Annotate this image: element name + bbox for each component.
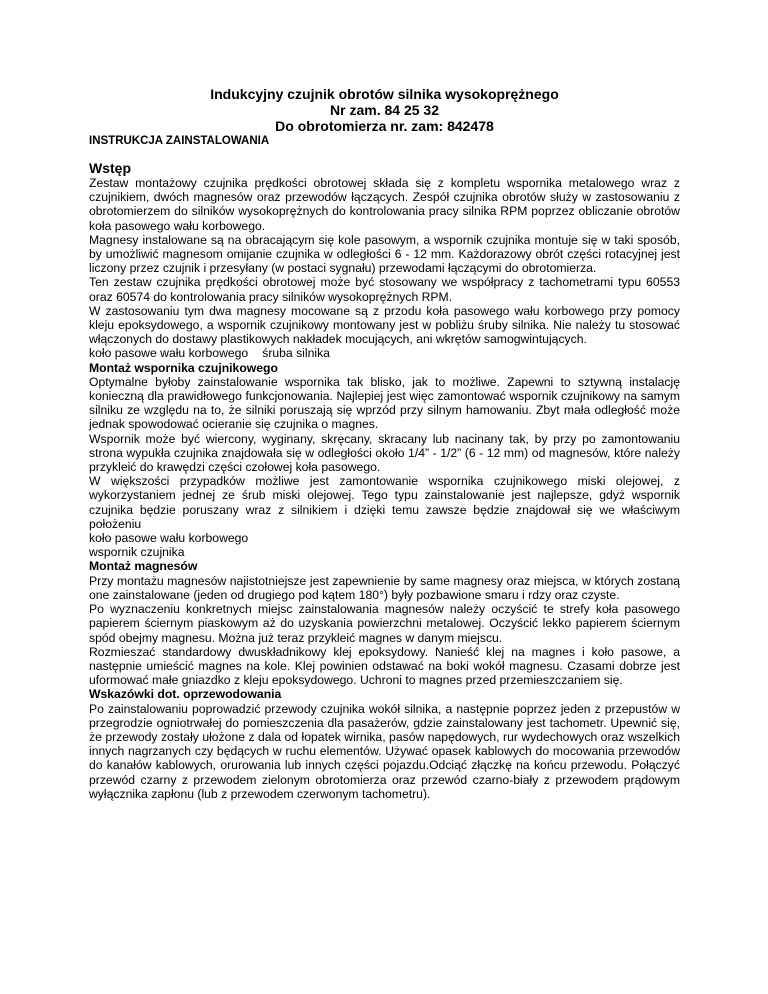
document-subtitle: INSTRUKCJA ZAINSTALOWANIA: [89, 135, 270, 147]
magnets-paragraph-1: Przy montażu magnesów najistotniejsze jest zapewnienie by same magnesy oraz miejsca, w których zostaną one zainstalowane (jeden od drugiego pod kątem 180°) były pozbawione smaru i rdzy oraz czyste.: [89, 573, 680, 602]
wiring-heading: Wskazówki dot. oprzewodowania: [89, 687, 282, 702]
document-title-line-3: Do obrotomierza nr. zam: 842478: [275, 118, 494, 134]
intro-figure-caption: [89, 346, 680, 360]
bracket-paragraph-3: W większości przypadków możliwe jest zamontowanie wspornika czujnikowego miski olejowej, z wykorzystaniem jednej ze śrub miski olejowej. Tego typu zainstalowanie jest najlepsze, gdyż wspornik czujnika będzie poruszany wraz z silnikiem i dzięki temu zawsze będzie znajdował się we właściwym położeniu: [89, 474, 680, 531]
bracket-paragraph-2: Wspornik może być wiercony, wyginany, skręcany, skracany lub nacinany tak, by przy po zamontowaniu strona wypukła czujnika znajdowała się w odległości około 1/4” - 1/2” (6 - 12 mm) od magnesów, które należy przykleić do krawędzi części czołowej koła pasowego.: [89, 431, 680, 475]
caption-engine-bolt: śruba silnika: [262, 346, 330, 361]
bracket-caption-pulley: koło pasowe wału korbowego: [89, 531, 249, 546]
magnets-heading: Montaż magnesów: [89, 559, 198, 574]
caption-crankshaft-pulley: koło pasowe wału korbowego: [89, 346, 249, 361]
wiring-paragraph-1: Po zainstalowaniu poprowadzić przewody czujnika wokół silnika, a następnie poprzez jeden z przepustów w przegrodzie ogniotrwałej do pomieszczenia dla pasażerów, gdzie zainstalowany jest tachometr. Upewnić się, że przewody zostały ułożone z dala od łopatek wirnika, pasów napędowych, rur wydechowych oraz wszelkich innych nagrzanych czy będących w ruchu elementów. Używać opasek kablowych do mocowania przewodów do kanałów kablowych, orurowania lub innych części pojazdu.Odciąć złączkę na końcu przewodu. Połączyć przewód czarny z przewodem zielonym obrotomierza oraz przewód czarno-biały z przewodem prądowym wyłącznika zapłonu (lub z przewodem czerwonym tachometru).: [89, 701, 680, 801]
intro-heading: Wstęp: [89, 160, 131, 176]
intro-paragraph-3: Ten zestaw czujnika prędkości obrotowej może być stosowany we współpracy z tachometrami typu 60553 oraz 60574 do kontrolowania pracy silników wysokoprężnych RPM.: [89, 275, 680, 304]
magnets-paragraph-3: Rozmieszać standardowy dwuskładnikowy klej epoksydowy. Nanieść klej na magnes i koło pasowe, a następnie umieścić magnes na kole. Klej powinien odstawać na boki wokół magnesu. Czasami dobrze jest uformować małe gniazdko z kleju epoksydowego. Uchroni to magnes przed przemieszczaniem się.: [89, 644, 680, 688]
bracket-heading: Montaż wspornika czujnikowego: [89, 360, 278, 375]
intro-paragraph-4: W zastosowaniu tym dwa magnesy mocowane są z przodu koła pasowego wału korbowego przy pomocy kleju epoksydowego, a wspornik czujnikowy montowany jest w pobliżu śruby silnika. Nie należy tu stosować włączonych do dostawy plastikowych nakładek mocujących, ani wkrętów samogwintujących.: [89, 303, 680, 347]
bracket-caption-sensor-bracket: wspornik czujnika: [89, 545, 185, 560]
document-page: [89, 86, 680, 801]
intro-paragraph-1: Zestaw montażowy czujnika prędkości obrotowej składa się z kompletu wspornika metalowego wraz z czujnikiem, dwóch magnesów oraz przewodów łączących. Zespół czujnika obrotów służy w zastosowaniu z obrotomierzem do silników wysokoprężnych do kontrolowania pracy silnika RPM poprzez obliczanie obrotów koła pasowego wału korbowego.: [89, 176, 680, 233]
magnets-paragraph-2: Po wyznaczeniu konkretnych miejsc zainstalowania magnesów należy oczyścić te strefy koła pasowego papierem ściernym piaskowym aż do uzyskania powierzchni metalowej. Oczyścić lekko papierem ściernym spód obejmy magnesu. Można już teraz przykleić magnes w danym miejscu.: [89, 602, 680, 645]
intro-paragraph-2: Magnesy instalowane są na obracającym się kole pasowym, a wspornik czujnika montuje się w taki sposób, by umożliwić magnesom omijanie czujnika w odległości 6 - 12 mm. Każdorazowy obrót części rotacyjnej jest liczony przez czujnik i przesyłany (w postaci sygnału) przewodami łączącymi do obrotomierza.: [89, 232, 680, 276]
document-title-line-2: Nr zam. 84 25 32: [330, 102, 439, 118]
bracket-paragraph-1: Optymalne byłoby zainstalowanie wspornika tak blisko, jak to możliwe. Zapewni to sztywną instalację konieczną dla prawidłowego funkcjonowania. Najlepiej jest więc zamontować wspornik czujnikowy na samym silniku ze względu na to, że silniki poruszają się wprzód przy silnym hamowaniu. Zbyt mała odległość może jednak spowodować ocieranie się czujnika o magnes.: [89, 374, 680, 432]
document-title-line-1: Indukcyjny czujnik obrotów silnika wysokoprężnego: [210, 86, 559, 102]
